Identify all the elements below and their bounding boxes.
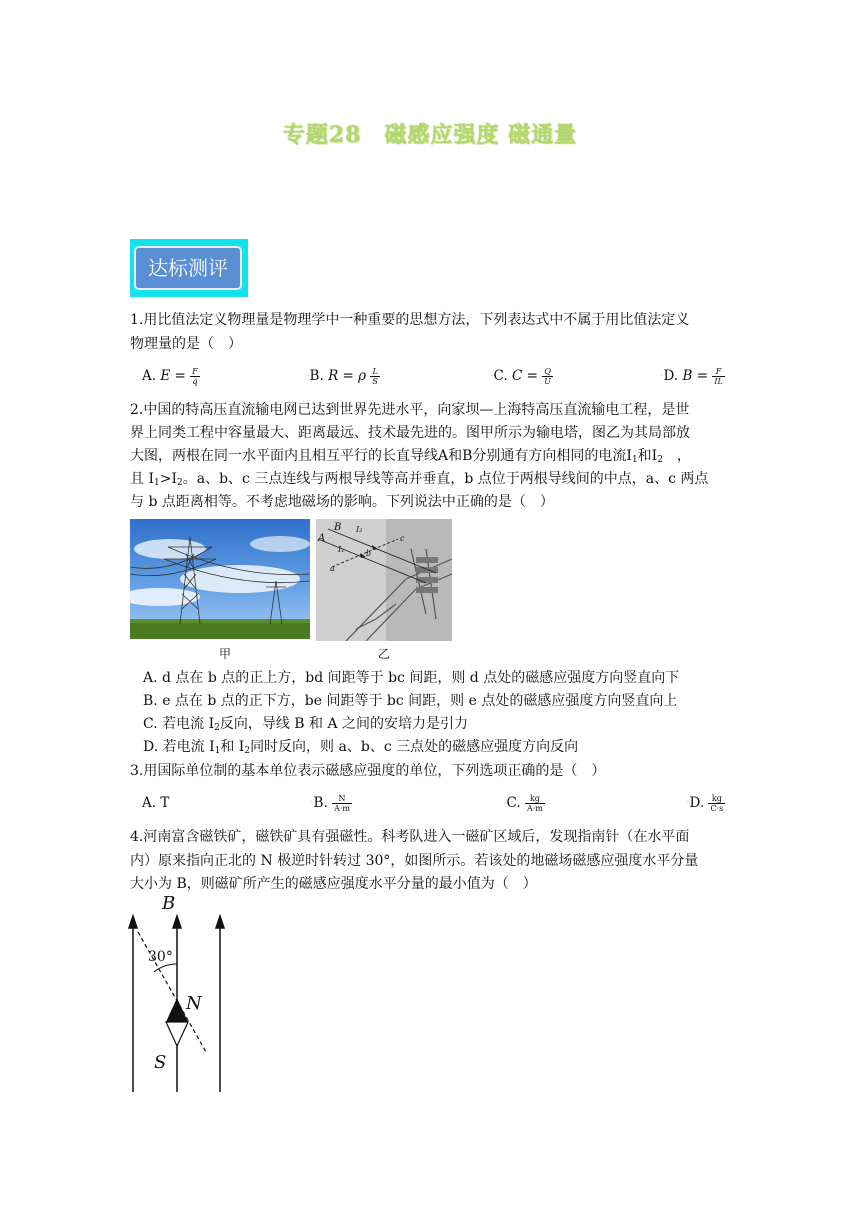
figure-yi-label-b-wire: B xyxy=(334,522,342,533)
q2-line1: 2.中国的特高压直流输电网已达到世界先进水平，向家坝—上海特高压直流输电工程，是世 xyxy=(130,402,690,418)
figure-yi-label-b-point: b xyxy=(366,549,372,558)
figure-yi-closeup xyxy=(316,519,452,641)
q2-line5: 与 b 点距离相等。不考虑地磁场的影响。下列说法中正确的是（ ） xyxy=(130,494,554,510)
q3-option-a[interactable]: A. T xyxy=(142,795,170,811)
q2-option-a[interactable]: A. d 点在 b 点的正上方，bd 间距等于 bc 间距，则 d 点处的磁感应强度方向竖直向下 xyxy=(143,670,680,686)
figure-yi-label-i1: I₁ xyxy=(338,545,345,554)
compass-field-label-b: B xyxy=(162,893,176,914)
figure-yi-label-c: c xyxy=(400,534,405,543)
q1-option-b[interactable]: ◦B. R = ρ $\frac{L}{S}$ xyxy=(306,367,378,386)
figure-yi-label-a-wire: A xyxy=(318,533,326,544)
figure-jia-caption: 甲 xyxy=(219,647,232,661)
q1-stem-line2: 物理量的是（ ） xyxy=(130,336,242,352)
q2-line4: 且 $I_1>I_2$。a、b、c 三点连线与两根导线等高并垂直，b 点位于两根导线间的中点，a、c 两点 xyxy=(130,471,709,488)
q3-option-d[interactable]: ◦D. $\frac{kg}{C\cdot s}$ xyxy=(686,794,724,813)
q4-line2: 内）原来指向正北的 N 极逆时针转过 30°，如图所示。若该处的地磁场磁感应强度水平分量 xyxy=(130,853,699,869)
q1-option-d[interactable]: ◦D. B = $\frac{F}{IL}$ xyxy=(660,367,723,386)
q1-option-c[interactable]: ◦C. C = $\frac{Q}{U}$ xyxy=(490,367,551,386)
q3-option-b[interactable]: ◦B. $\frac{N}{A\cdot m}$ xyxy=(310,794,350,813)
figure-yi-label-i2: I₂ xyxy=(356,525,363,534)
figure-yi-caption: 乙 xyxy=(378,647,391,661)
q2-option-b[interactable]: B. e 点在 b 点的正下方，be 间距等于 bc 间距，则 e 点处的磁感应强度方向竖直向上 xyxy=(143,693,678,709)
compass-north-label: N xyxy=(186,993,202,1014)
q1-option-a[interactable]: A. E = $\frac{F}{q}$ xyxy=(142,367,198,386)
compass-field-figure xyxy=(118,892,238,1098)
figure-jia-tower-photo xyxy=(130,519,310,639)
section-badge-frame xyxy=(130,239,248,297)
q1-stem-line1: 1.用比值法定义物理量是物理学中一种重要的思想方法，下列表达式中不属于用比值法定义 xyxy=(130,312,690,328)
compass-angle-label: 30° xyxy=(148,949,173,965)
q3-stem: 3.用国际单位制的基本单位表示磁感应强度的单位，下列选项正确的是（ ） xyxy=(130,763,606,779)
figure-yi-label-a-point: a xyxy=(330,564,335,573)
q2-line2: 界上同类工程中容量最大、距离最远、技术最先进的。图甲所示为输电塔，图乙为其局部放 xyxy=(130,425,690,441)
q3-option-c[interactable]: ◦C. $\frac{kg}{A\cdot m}$ xyxy=(503,794,543,813)
q4-line3: 大小为 B，则磁矿所产生的磁感应强度水平分量的最小值为（ ） xyxy=(130,876,537,892)
q4-line1: 4.河南富含磁铁矿，磁铁矿具有强磁性。科考队进入一磁矿区域后，发现指南针（在水平面 xyxy=(130,829,690,845)
q2-option-c[interactable]: C. 若电流 $I_2$反向，导线 B 和 A 之间的安培力是引力 xyxy=(143,716,469,733)
q2-option-d[interactable]: D. 若电流 $I_1$和 $I_2$同时反向，则 a、b、c 三点处的磁感应强度方向反向 xyxy=(143,739,579,756)
q2-line3: 大图，两根在同一水平面内且相互平行的长直导线A和B分别通有方向相同的电流$I_1$和$I_2$ ， xyxy=(130,448,691,465)
compass-south-label: S xyxy=(154,1052,167,1073)
page-title: 专题28 磁感应强度 磁通量 xyxy=(282,122,578,148)
section-badge: 达标测评 xyxy=(134,246,242,290)
